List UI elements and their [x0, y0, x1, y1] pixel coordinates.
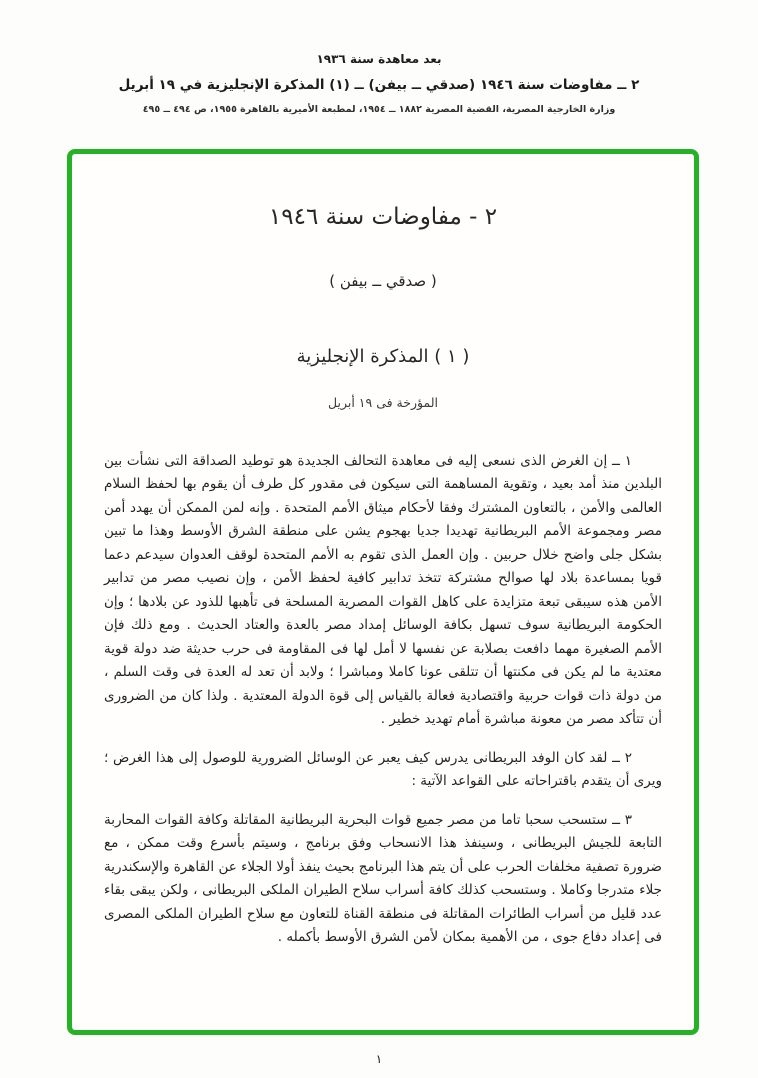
- scanned-page: [72, 154, 694, 950]
- page-number: ١: [375, 1052, 383, 1066]
- section-date-line: المؤرخة فى ١٩ أبريل: [328, 395, 438, 410]
- document-title: ٢ - مفاوضات سنة ١٩٤٦: [268, 204, 498, 230]
- paragraph-3: ٣ ــ ستسحب سحبا تاما من مصر جميع قوات البحرية البريطانية المقاتلة وكافة القوات المحاربة التابعة للجيش البريطانى ، وسينفذ هذا الانسحاب وفق برنامج ، وسيتم بأسرع وقت ممكن ، مع ضرورة تصفية مخلفات الحرب على أن يتم هذا البرنامج بحيث ينفذ أولا الجلاء عن القاهرة والإسكندرية جلاء متدرجا وكاملا . وستسحب كذلك كافة أسراب سلاح الطيران الملكى البريطانى ، ولكن يبقى بقاء عدد قليل من أسراب الطائرات المقاتلة فى منطقة القناة للتعاون مع سلاح الطيران الملكى المصرى فى إعداد دفاع جوى ، من الأهمية بمكان لأمن الشرق الأوسط بأكمله .: [104, 811, 662, 946]
- header-title-line: ٢ ــ مفاوضات سنة ١٩٤٦ (صدقي ــ بيفن) ــ (١) المذكرة الإنجليزية في ١٩ أبريل: [118, 77, 640, 93]
- paragraph-1: ١ ــ إن الغرض الذى نسعى إليه فى معاهدة التحالف الجديدة هو توطيد الصداقة التى نشأت بين البلدين منذ أمد بعيد ، وتقوية المساهمة التى سيكون فى مقدور كل طرف أن يقوم بها لحفظ السلام العالمى والأمن ، بالتعاون المشترك وفقا لأحكام ميثاق الأمم المتحدة . وإنه لمن الممكن أن يهدد أمن مصر ومجموعة الأمم البريطانية تهديدا جديا بهجوم يشن على منطقة الشرق الأوسط وهذا ما تبين بشكل جلى واضح خلال حربين . وإن العمل الذى تقوم به الأمم المتحدة لوقف العدوان سيدعم دعما قويا بمساعدة بلاد لها صوالح مشتركة تتخذ تدابير كافية لحفظ الأمن ، وإن نصيب مصر من تدابير الأمن هذه سيبقى تبعة متزايدة على كاهل القوات المصرية المسلحة فى تأهبها للذود عن بلادها ؛ وإن الحكومة البريطانية سوف تسهل بكافة الوسائل إمداد مصر بالعدة والعتاد الحديث . ومع ذلك فإن الأمم الصغيرة مهما دافعت بصلابة عن نفسها لا أمل لها فى المقاومة فى حرب حديثة ضد دولة قوية معتدية ما لم يكن فى مكنتها أن تتلقى عونا كاملا ومباشرا ؛ ولابد أن تعد له العدة فى وقت السلم ، من دولة ذات قوات حربية واقتصادية فعالة بالقياس إلى قوة الدولة المعتدية . ولذا كان من الضرورى أن تتأكد مصر من معونة مباشرة أمام تهديد خطير .: [104, 453, 662, 728]
- document-subtitle: ( صدقي ــ بيفن ): [329, 272, 437, 290]
- document-body: [104, 450, 662, 950]
- header-treaty-line: بعد معاهدة سنة ١٩٣٦: [316, 52, 442, 66]
- green-annotation-frame: [67, 149, 699, 1035]
- reference-header: [0, 52, 758, 115]
- header-source-line: وزارة الخارجية المصرية، القضية المصرية ١٨٨٢ ــ ١٩٥٤، لمطبعة الأميرية بالقاهرة ١٩٥٥، ص ٤٩٤ ــ ٤٩٥: [142, 104, 616, 115]
- section-heading: ( ١ ) المذكرة الإنجليزية: [296, 346, 470, 367]
- paragraph-2: ٢ ــ لقد كان الوفد البريطانى يدرس كيف يعبر عن الوسائل الضرورية للوصول إلى هذا الغرض ؛ ويرى أن يتقدم باقتراحاته على القواعد الآتية :: [104, 749, 662, 790]
